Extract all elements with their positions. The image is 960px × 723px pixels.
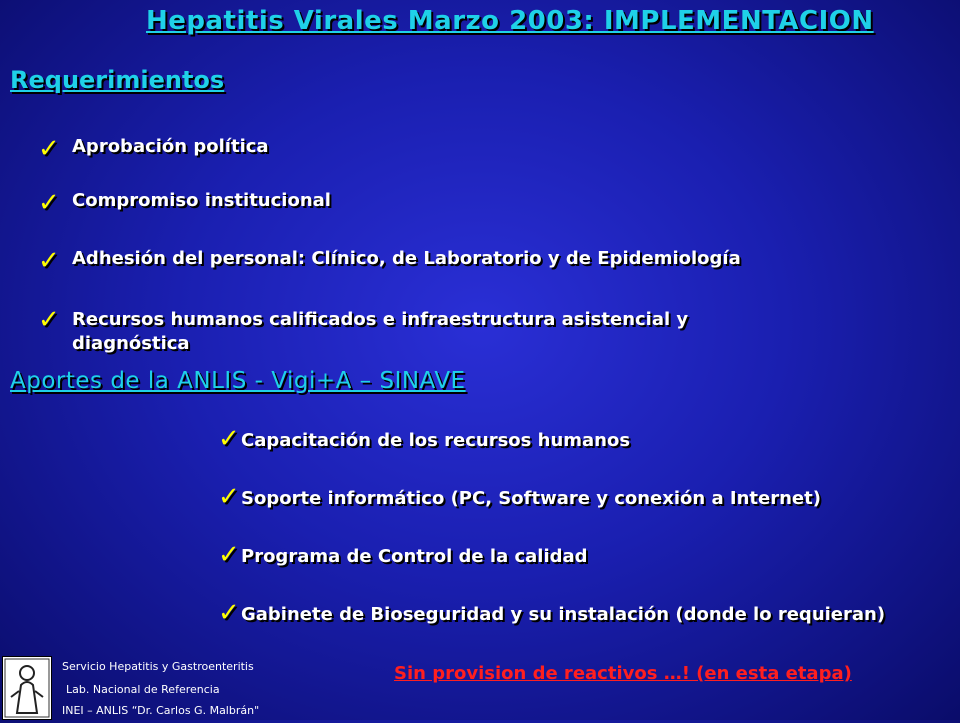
requirement-item-continuation: diagnóstica [72,333,190,354]
check-icon: ✓ [218,598,240,628]
institution-line: Lab. Nacional de Referencia [66,683,220,696]
aporte-item: Gabinete de Bioseguridad y su instalación (donde lo requieran) [241,604,886,625]
check-icon: ✓ [218,424,240,454]
check-icon: ✓ [218,540,240,570]
footer-note: Sin provision de reactivos …! (en esta etapa) [394,663,852,684]
check-icon: ✓ [38,305,60,335]
requirements-heading: Requerimientos [10,66,225,94]
aporte-item: Programa de Control de la calidad [241,546,588,567]
aportes-heading: Aportes de la ANLIS - Vigi+A – SINAVE [10,368,466,394]
check-icon: ✓ [218,482,240,512]
requirement-item: Adhesión del personal: Clínico, de Laboratorio y de Epidemiología [72,248,741,269]
requirement-item: Aprobación política [72,136,269,157]
aporte-item: Soporte informático (PC, Software y conexión a Internet) [241,488,821,509]
check-icon: ✓ [38,246,60,276]
aporte-item: Capacitación de los recursos humanos [241,430,631,451]
requirement-item: Compromiso institucional [72,190,331,211]
check-icon: ✓ [38,134,60,164]
requirement-item: Recursos humanos calificados e infraestructura asistencial y [72,309,689,330]
institution-line: INEI – ANLIS “Dr. Carlos G. Malbrán" [62,704,260,717]
institution-line: Servicio Hepatitis y Gastroenteritis [62,660,254,673]
page-title: Hepatitis Virales Marzo 2003: IMPLEMENTACION [146,6,874,36]
institution-logo [2,656,52,720]
check-icon: ✓ [38,188,60,218]
